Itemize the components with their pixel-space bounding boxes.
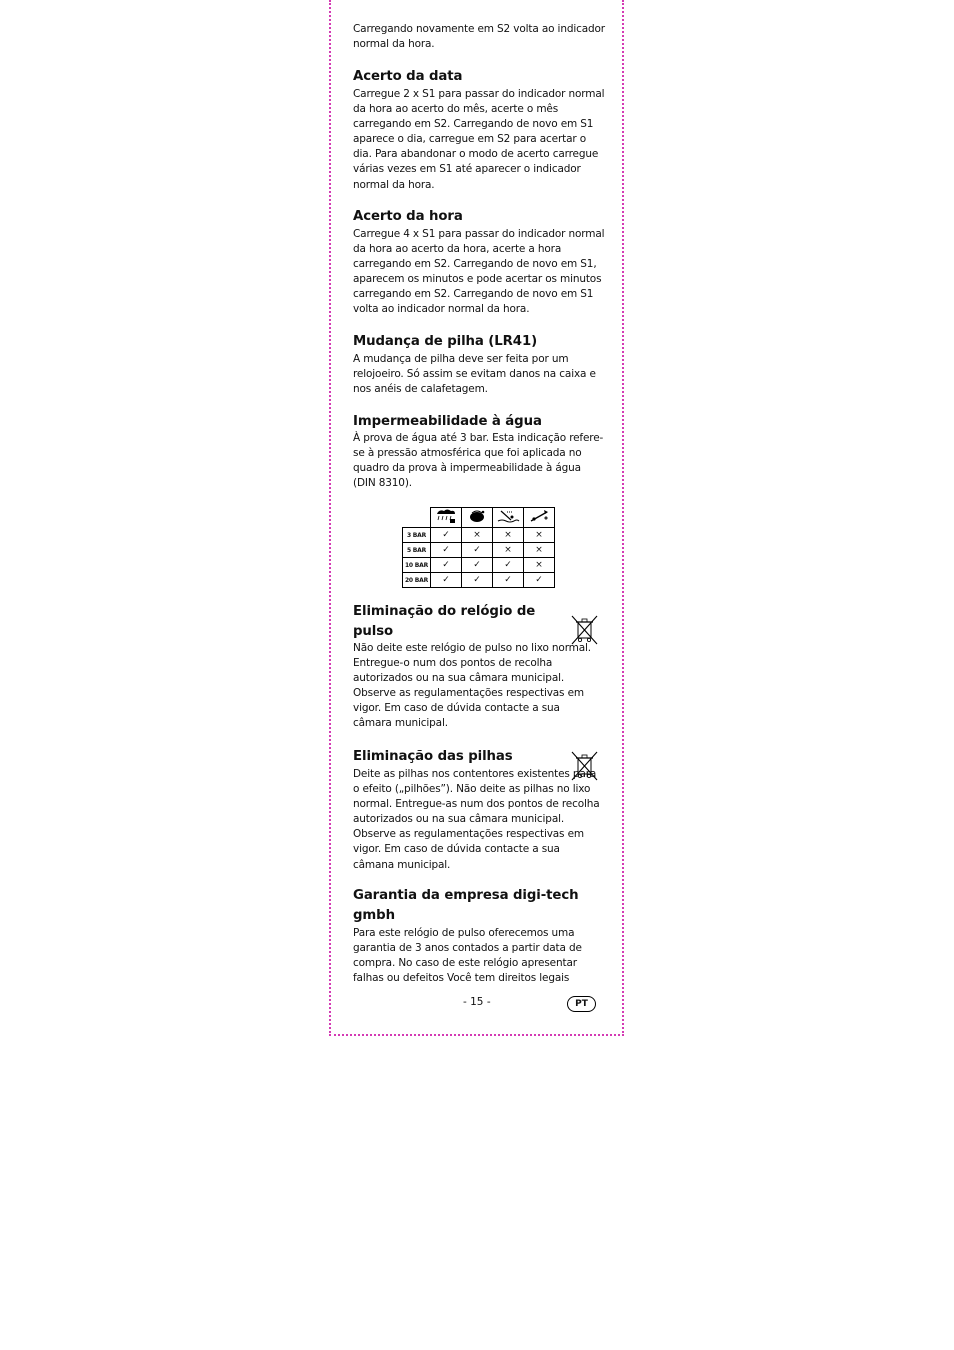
- hand-washing-icon: [462, 508, 493, 528]
- text-impermeabilidade: À prova de água até 3 bar. Esta indicação refere-se à pressão atmosférica que foi aplicada no quadro da prova à impermeabilidade à água (DIN 8310).: [353, 432, 604, 490]
- row-label: 5 BAR: [403, 543, 431, 558]
- mark-cell: ✓: [431, 573, 462, 588]
- swimming-icon: [493, 508, 524, 528]
- text-acerto-hora: Carregue 4 x S1 para passar do indicador normal da hora ao acerto da hora, acerte a hora carregando em S2. Carregando de novo em S1, aparecem os minutos e pode acertar os minutos carregando em S2. Carregando de novo em S1 volta ao indicador normal da hora.: [353, 228, 605, 316]
- mark-cell: ✓: [462, 543, 493, 558]
- mark-cell: ✓: [462, 558, 493, 573]
- table-corner: [403, 508, 431, 528]
- diving-icon: [524, 508, 555, 528]
- heading-acerto-data: Acerto da data: [353, 69, 463, 84]
- row-label: 10 BAR: [403, 558, 431, 573]
- mark-cell: ✓: [431, 558, 462, 573]
- mark-cell: ✓: [431, 528, 462, 543]
- text-acerto-data: Carregue 2 x S1 para passar do indicador normal da hora ao acerto do mês, acerte o mês carregando em S2. Carregando de novo em S1 aparece o dia, carregue em S2 para acertar o dia. Para abandonar o modo de acerto carregue várias vezes em S1 até aparecer o indicador normal da hora.: [353, 88, 605, 191]
- text-mudanca-pilha: A mudança de pilha deve ser feita por um relojoeiro. Só assim se evitam danos na caixa e nos anéis de calafetagem.: [353, 353, 596, 396]
- mark-cell: ✓: [493, 573, 524, 588]
- text-eliminacao-pilhas: Deite as pilhas nos contentores existentes para o efeito („pilhões”). Não deite as pilhas no lixo normal. Entregue-as num dos pontos de recolha autorizados ou na sua câmara municipal. Observe as regulamentações respectivas em vigor. Em caso de dúvida contacte a sua câmana municipal.: [353, 768, 600, 871]
- mark-cell: ×: [524, 543, 555, 558]
- page-number: - 15 -: [463, 996, 491, 1008]
- table-row: [403, 528, 555, 543]
- table-row: [403, 573, 555, 588]
- manual-page: [329, 0, 624, 1036]
- mark-cell: ×: [524, 528, 555, 543]
- mark-cell: ×: [493, 528, 524, 543]
- mark-cell: ✓: [431, 543, 462, 558]
- mark-cell: ×: [462, 528, 493, 543]
- heading-eliminacao-pilhas: Eliminação das pilhas: [353, 749, 513, 764]
- heading-garantia: Garantia da empresa digi-tech gmbh: [353, 888, 579, 923]
- rain-splash-icon: [431, 508, 462, 528]
- table-row: [403, 543, 555, 558]
- heading-acerto-hora: Acerto da hora: [353, 209, 463, 224]
- heading-impermeabilidade: Impermeabilidade à água: [353, 414, 542, 429]
- row-label: 20 BAR: [403, 573, 431, 588]
- heading-mudanca-pilha: Mudança de pilha (LR41): [353, 334, 538, 349]
- mark-cell: ×: [524, 558, 555, 573]
- row-label: 3 BAR: [403, 528, 431, 543]
- text-eliminacao-relogio: Não deite este relógio de pulso no lixo normal. Entregue-o num dos pontos de recolha autorizados ou na sua câmara municipal. Observe as regulamentações respectivas em vigor. Em caso de dúvida contacte a sua câmara municipal.: [353, 642, 591, 730]
- mark-cell: ✓: [493, 558, 524, 573]
- mark-cell: ×: [493, 543, 524, 558]
- intro-text: Carregando novamente em S2 volta ao indicador normal da hora.: [353, 23, 605, 51]
- heading-eliminacao-relogio: Eliminação do relógio de pulso: [353, 604, 536, 639]
- mark-cell: ✓: [524, 573, 555, 588]
- language-badge: PT: [567, 996, 596, 1012]
- table-header-row: [403, 508, 555, 528]
- mark-cell: ✓: [462, 573, 493, 588]
- text-garantia: Para este relógio de pulso oferecemos uma garantia de 3 anos contados a partir data de compra. No caso de este relógio apresentar falhas ou defeitos Você tem direitos legais: [353, 927, 582, 985]
- water-resistance-table: [402, 507, 555, 588]
- table-row: [403, 558, 555, 573]
